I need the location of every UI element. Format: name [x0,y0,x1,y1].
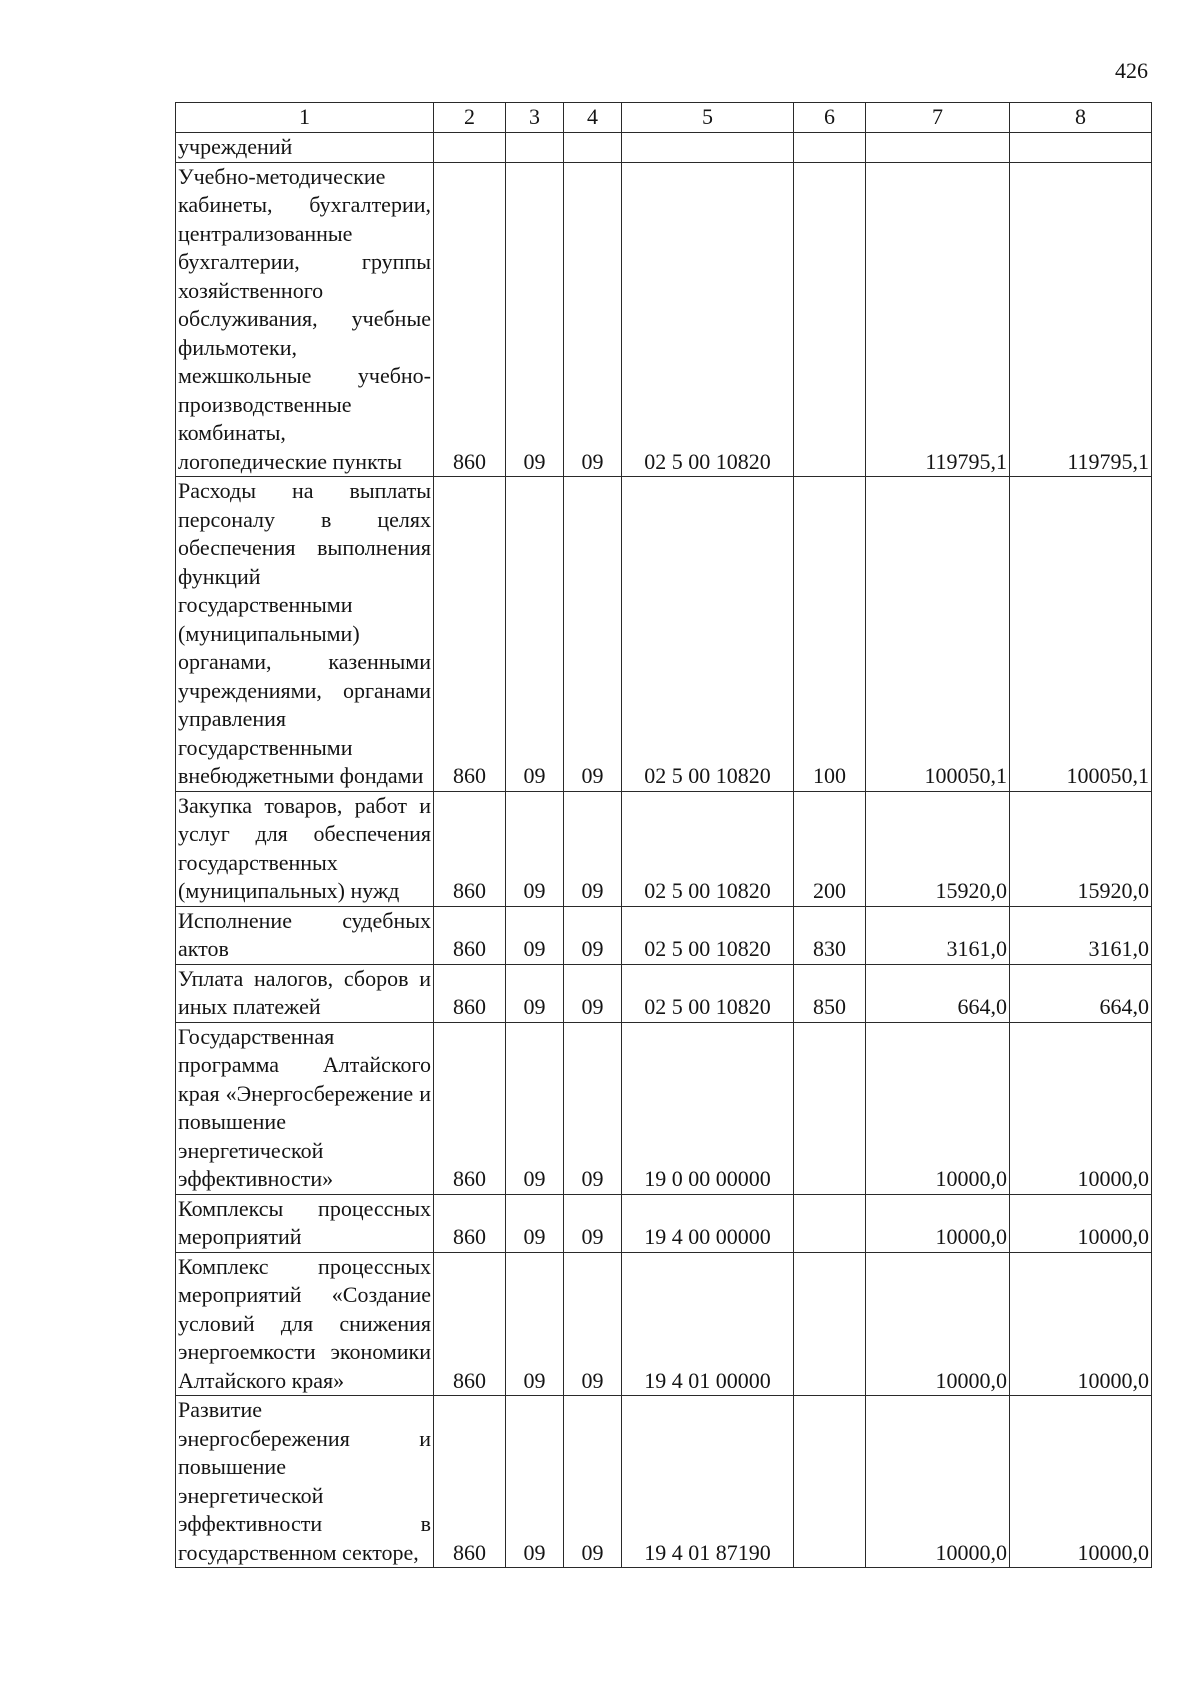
cell-col-6: 100 [794,477,866,792]
cell-col-6 [794,1252,866,1396]
cell-col-5: 02 5 00 10820 [622,162,794,477]
cell-col-6 [794,162,866,477]
cell-col-7 [866,133,1010,163]
cell-col-7: 3161,0 [866,906,1010,964]
cell-col-6 [794,1022,866,1194]
row-name: Комплекс процессных мероприятий «Создание условий для снижения энергоемкости экономики Алтайского края» [176,1252,434,1396]
cell-col-8: 100050,1 [1010,477,1152,792]
column-header: 7 [866,103,1010,133]
cell-col-8: 3161,0 [1010,906,1152,964]
cell-col-5 [622,133,794,163]
cell-col-7: 10000,0 [866,1022,1010,1194]
table-row [176,1194,1152,1252]
cell-col-6 [794,1194,866,1252]
row-name: Комплексы процессных мероприятий [176,1194,434,1252]
cell-col-3: 09 [506,162,564,477]
cell-col-4: 09 [564,477,622,792]
cell-col-6: 830 [794,906,866,964]
cell-col-6: 200 [794,791,866,906]
cell-col-3: 09 [506,964,564,1022]
column-header: 3 [506,103,564,133]
row-name: Расходы на выплаты персоналу в целях обеспечения выполнения функций государственными (муниципальными) органами, казенными учреждениями, органами управления государственными внебюджетными фондами [176,477,434,792]
cell-col-4: 09 [564,1252,622,1396]
cell-col-5: 19 0 00 00000 [622,1022,794,1194]
row-name: учреждений [176,133,434,163]
cell-col-4: 09 [564,791,622,906]
table-row [176,133,1152,163]
cell-col-6: 850 [794,964,866,1022]
cell-col-2: 860 [434,1396,506,1568]
cell-col-3: 09 [506,1022,564,1194]
table-row [176,1022,1152,1194]
cell-col-8: 10000,0 [1010,1194,1152,1252]
cell-col-5: 19 4 00 00000 [622,1194,794,1252]
cell-col-7: 10000,0 [866,1252,1010,1396]
row-name: Уплата налогов, сборов и иных платежей [176,964,434,1022]
cell-col-7: 100050,1 [866,477,1010,792]
cell-col-8: 10000,0 [1010,1022,1152,1194]
cell-col-4: 09 [564,1396,622,1568]
cell-col-2: 860 [434,477,506,792]
cell-col-4: 09 [564,162,622,477]
page-number: 426 [1115,58,1148,83]
cell-col-4: 09 [564,906,622,964]
cell-col-3: 09 [506,791,564,906]
cell-col-7: 15920,0 [866,791,1010,906]
cell-col-7: 119795,1 [866,162,1010,477]
cell-col-6 [794,1396,866,1568]
cell-col-3: 09 [506,1194,564,1252]
cell-col-3: 09 [506,906,564,964]
cell-col-8: 119795,1 [1010,162,1152,477]
row-name: Исполнение судебных актов [176,906,434,964]
cell-col-2: 860 [434,1022,506,1194]
row-name: Развитие энергосбережения и повышение энергетической эффективности в государственном секторе, [176,1396,434,1568]
cell-col-3: 09 [506,477,564,792]
cell-col-7: 10000,0 [866,1396,1010,1568]
cell-col-5: 19 4 01 87190 [622,1396,794,1568]
cell-col-5: 02 5 00 10820 [622,906,794,964]
cell-col-2: 860 [434,1194,506,1252]
cell-col-3: 09 [506,1252,564,1396]
column-header: 6 [794,103,866,133]
table-row [176,1252,1152,1396]
cell-col-2: 860 [434,791,506,906]
cell-col-5: 02 5 00 10820 [622,791,794,906]
cell-col-8 [1010,133,1152,163]
cell-col-4: 09 [564,964,622,1022]
budget-table [175,102,1152,1568]
table-row [176,477,1152,792]
cell-col-3: 09 [506,1396,564,1568]
row-name: Закупка товаров, работ и услуг для обеспечения государственных (муниципальных) нужд [176,791,434,906]
column-header: 1 [176,103,434,133]
cell-col-2: 860 [434,1252,506,1396]
row-name: Государственная программа Алтайского края «Энергосбережение и повышение энергетической эффективности» [176,1022,434,1194]
cell-col-8: 664,0 [1010,964,1152,1022]
cell-col-8: 10000,0 [1010,1252,1152,1396]
column-header: 4 [564,103,622,133]
cell-col-5: 02 5 00 10820 [622,964,794,1022]
row-name: Учебно-методические кабинеты, бухгалтерии, централизованные бухгалтерии, группы хозяйственного обслуживания, учебные фильмотеки, межшкольные учебно-производственные комбинаты, логопедические пункты [176,162,434,477]
cell-col-6 [794,133,866,163]
table-row [176,162,1152,477]
column-header: 2 [434,103,506,133]
cell-col-2: 860 [434,964,506,1022]
cell-col-4: 09 [564,1194,622,1252]
cell-col-4: 09 [564,1022,622,1194]
table-row [176,906,1152,964]
cell-col-2 [434,133,506,163]
column-header: 5 [622,103,794,133]
cell-col-5: 19 4 01 00000 [622,1252,794,1396]
cell-col-8: 10000,0 [1010,1396,1152,1568]
table-row [176,964,1152,1022]
cell-col-4 [564,133,622,163]
cell-col-7: 664,0 [866,964,1010,1022]
cell-col-7: 10000,0 [866,1194,1010,1252]
table-row [176,791,1152,906]
cell-col-8: 15920,0 [1010,791,1152,906]
cell-col-3 [506,133,564,163]
table-row [176,1396,1152,1568]
column-header: 8 [1010,103,1152,133]
cell-col-2: 860 [434,906,506,964]
header-row [176,103,1152,133]
cell-col-5: 02 5 00 10820 [622,477,794,792]
cell-col-2: 860 [434,162,506,477]
